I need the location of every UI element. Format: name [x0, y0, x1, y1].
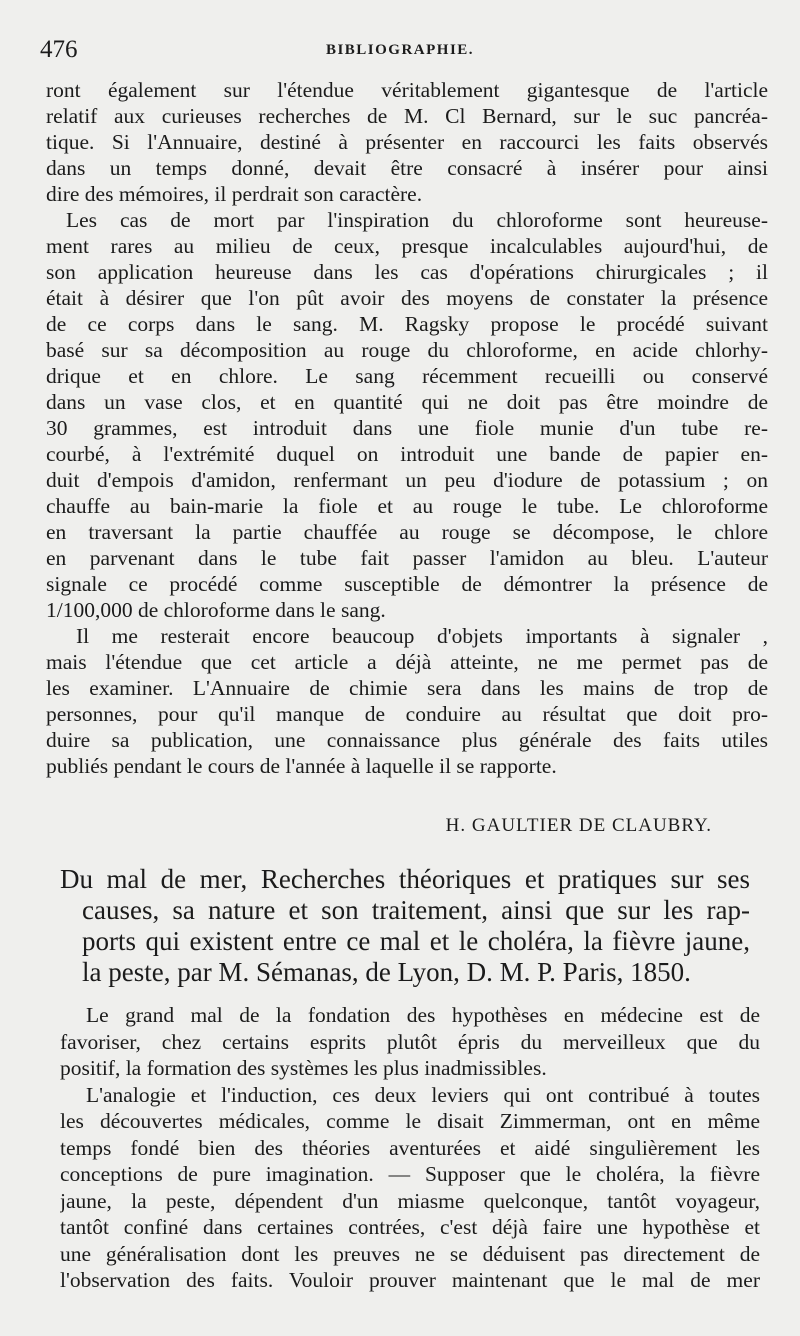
- text-line: signale ce procédé comme susceptible de démontrer la présence de: [46, 572, 768, 596]
- text-line: en parvenant dans le tube fait passer l'amidon au bleu. L'auteur: [46, 546, 768, 570]
- text-line: duire sa publication, une connaissance plus générale des faits utiles: [46, 728, 768, 752]
- text-line: dans un temps donné, devait être consacré à insérer pour ainsi: [46, 156, 768, 180]
- text-line: courbé, à l'extrémité duquel on introduit une bande de papier en-: [46, 442, 768, 466]
- book-review-title: [60, 864, 750, 988]
- text-line: mais l'étendue que cet article a déjà atteinte, ne me permet pas de: [46, 650, 768, 674]
- text-line: Il me resterait encore beaucoup d'objets importants à signaler ,: [76, 624, 768, 648]
- text-line: drique et en chlore. Le sang récemment recueilli ou conservé: [46, 364, 768, 388]
- text-line: tantôt confiné dans certaines contrées, c'est déjà faire une hypothèse et: [60, 1215, 760, 1239]
- text-line: conceptions de pure imagination. — Supposer que le choléra, la fièvre: [60, 1162, 760, 1186]
- page-header: [40, 36, 760, 66]
- text-line: les examiner. L'Annuaire de chimie sera dans les mains de trop de: [46, 676, 768, 700]
- text-line: personnes, pour qu'il manque de conduire au résultat que doit pro-: [46, 702, 768, 726]
- text-line: Le grand mal de la fondation des hypothèses en médecine est de: [86, 1003, 760, 1027]
- running-head: BIBLIOGRAPHIE.: [325, 42, 475, 58]
- text-line: une généralisation dont les preuves ne se déduisent pas directement de: [60, 1241, 760, 1266]
- text-line: chauffe au bain-marie la fiole et au rouge le tube. Le chloroforme: [46, 494, 768, 518]
- text-line: temps fondé bien des théories aventurées et aidé singulièrement les: [60, 1135, 760, 1160]
- text-line: positif, la formation des systèmes les plus inadmissibles.: [60, 1056, 547, 1080]
- text-line: duit d'empois d'amidon, renfermant un peu d'iodure de potassium ; on: [46, 468, 768, 492]
- title-line: causes, sa nature et son traitement, ainsi que sur les rap-: [82, 895, 750, 925]
- text-line: en traversant la partie chauffée au rouge se décompose, le chlore: [46, 520, 768, 544]
- book-review-body: [60, 1002, 760, 1294]
- title-line: la peste, par M. Sémanas, de Lyon, D. M. P. Paris, 1850.: [82, 957, 691, 987]
- text-line: dans un vase clos, et en quantité qui ne doit pas être moindre de: [46, 390, 768, 414]
- text-line: relatif aux curieuses recherches de M. Cl Bernard, sur le suc pancréa-: [46, 104, 768, 128]
- text-line: jaune, la peste, dépendent d'un miasme quelconque, tantôt voyageur,: [60, 1188, 760, 1213]
- text-line: de ce corps dans le sang. M. Ragsky propose le procédé suivant: [46, 312, 768, 336]
- title-line: Du mal de mer, Recherches théoriques et pratiques sur ses: [60, 864, 750, 894]
- text-line: L'analogie et l'induction, ces deux leviers qui ont contribué à toutes: [86, 1082, 760, 1107]
- author-signature: H. GAULTIER DE CLAUBRY.: [445, 815, 712, 836]
- text-line: favoriser, chez certains esprits plutôt épris du merveilleux que du: [60, 1029, 760, 1054]
- bibliography-continuation: [46, 77, 768, 779]
- text-line: publiés pendant le cours de l'année à laquelle il se rapporte.: [46, 754, 557, 778]
- page-number: 476: [40, 36, 78, 63]
- text-line: basé sur sa décomposition au rouge du chloroforme, en acide chlorhy-: [46, 338, 768, 362]
- text-line: 30 grammes, est introduit dans une fiole munie d'un tube re-: [46, 416, 768, 440]
- text-line: l'observation des faits. Vouloir prouver maintenant que le mal de mer: [60, 1268, 760, 1292]
- text-line: dire des mémoires, il perdrait son caractère.: [46, 182, 423, 206]
- title-line: ports qui existent entre ce mal et le choléra, la fièvre jaune,: [82, 926, 750, 956]
- text-line: son application heureuse dans les cas d'opérations chirurgicales ; il: [46, 260, 768, 284]
- text-line: Les cas de mort par l'inspiration du chloroforme sont heureuse-: [66, 208, 768, 232]
- text-line: était à désirer que l'on pût avoir des moyens de constater la présence: [46, 286, 768, 310]
- text-line: les découvertes médicales, comme le disait Zimmerman, ont en même: [60, 1109, 760, 1133]
- text-line: ront également sur l'étendue véritablement gigantesque de l'article: [46, 78, 768, 102]
- text-line: 1/100,000 de chloroforme dans le sang.: [46, 598, 386, 622]
- text-line: ment rares au milieu de ceux, presque incalculables aujourd'hui, de: [46, 234, 768, 258]
- text-line: tique. Si l'Annuaire, destiné à présenter en raccourci les faits observés: [46, 130, 768, 154]
